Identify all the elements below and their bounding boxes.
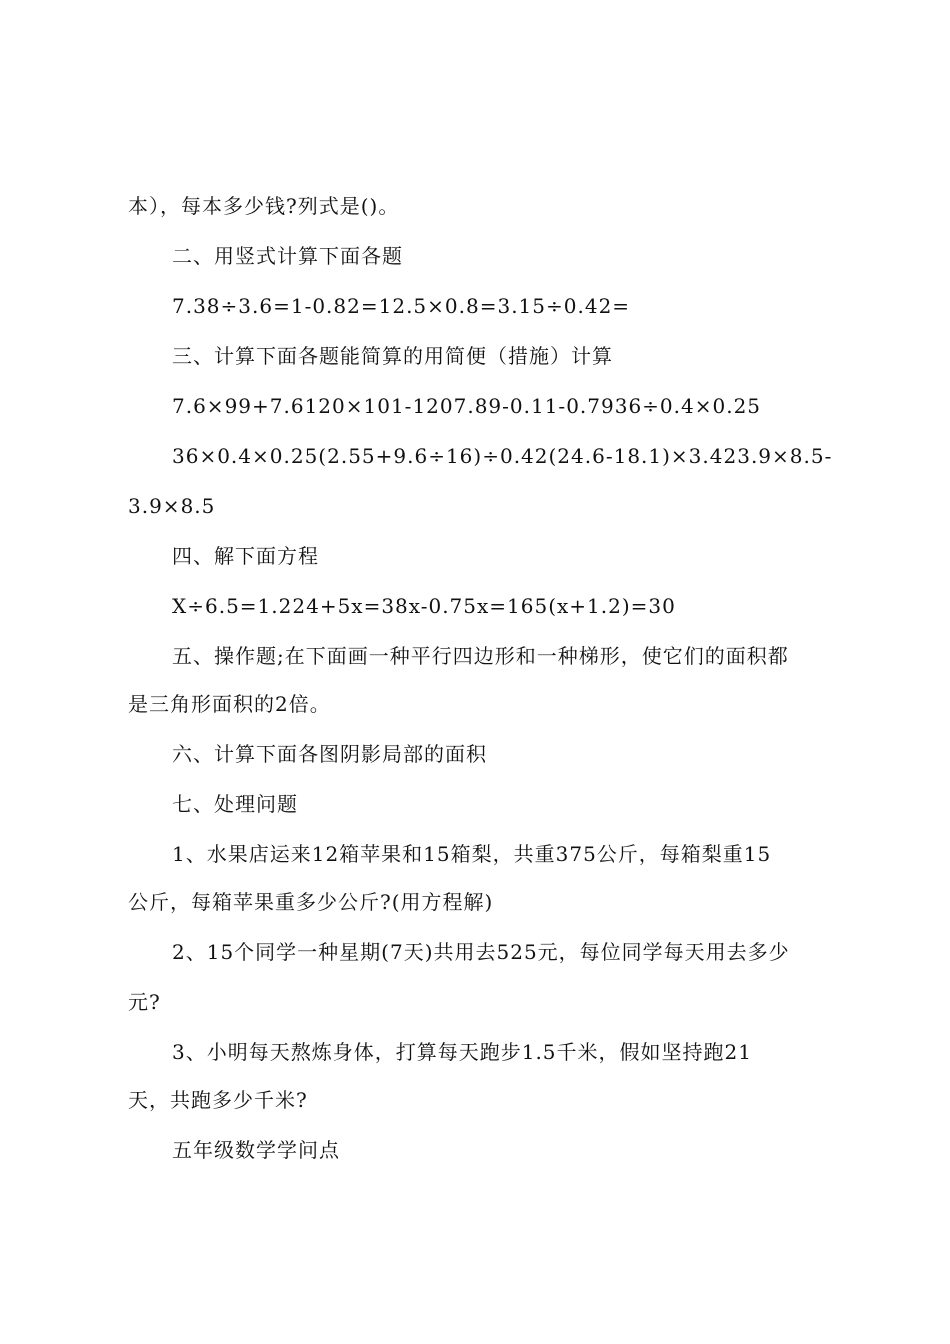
section-heading-4: 四、解下面方程 xyxy=(172,544,319,568)
problem-2-cont: 元? xyxy=(128,990,161,1014)
section-heading-6: 六、计算下面各图阴影局部的面积 xyxy=(172,742,487,766)
equation-line-2: 7.6×99+7.6120×101-1207.89-0.11-0.7936÷0.4×0.25 xyxy=(172,394,762,418)
text-line-1: 本），每本多少钱?列式是()。 xyxy=(128,194,400,218)
section-heading-3: 三、计算下面各题能简算的用简便（措施）计算 xyxy=(172,344,613,368)
problem-3-cont: 天，共跑多少千米? xyxy=(128,1088,308,1112)
section-heading-5-cont: 是三角形面积的2倍。 xyxy=(128,692,331,716)
problem-2: 2、15个同学一种星期(7天)共用去525元，每位同学每天用去多少 xyxy=(172,940,790,964)
section-heading-5: 五、操作题;在下面画一种平行四边形和一种梯形，使它们的面积都 xyxy=(172,644,789,668)
problem-1-cont: 公斤，每箱苹果重多少公斤?(用方程解) xyxy=(128,890,494,914)
section-heading-2: 二、用竖式计算下面各题 xyxy=(172,244,403,268)
problem-1: 1、水果店运来12箱苹果和15箱梨，共重375公斤，每箱梨重15 xyxy=(172,842,772,866)
equation-line-4: X÷6.5=1.224+5x=38x-0.75x=165(x+1.2)=30 xyxy=(172,594,676,618)
closing-heading: 五年级数学学问点 xyxy=(172,1138,340,1162)
equation-line-3-cont: 3.9×8.5 xyxy=(128,494,216,518)
equation-line-1: 7.38÷3.6=1-0.82=12.5×0.8=3.15÷0.42= xyxy=(172,294,631,318)
equation-line-3: 36×0.4×0.25(2.55+9.6÷16)÷0.42(24.6-18.1)×3.423.9×8.5- xyxy=(172,444,833,468)
section-heading-7: 七、处理问题 xyxy=(172,792,298,816)
problem-3: 3、小明每天熬炼身体，打算每天跑步1.5千米，假如坚持跑21 xyxy=(172,1040,752,1064)
